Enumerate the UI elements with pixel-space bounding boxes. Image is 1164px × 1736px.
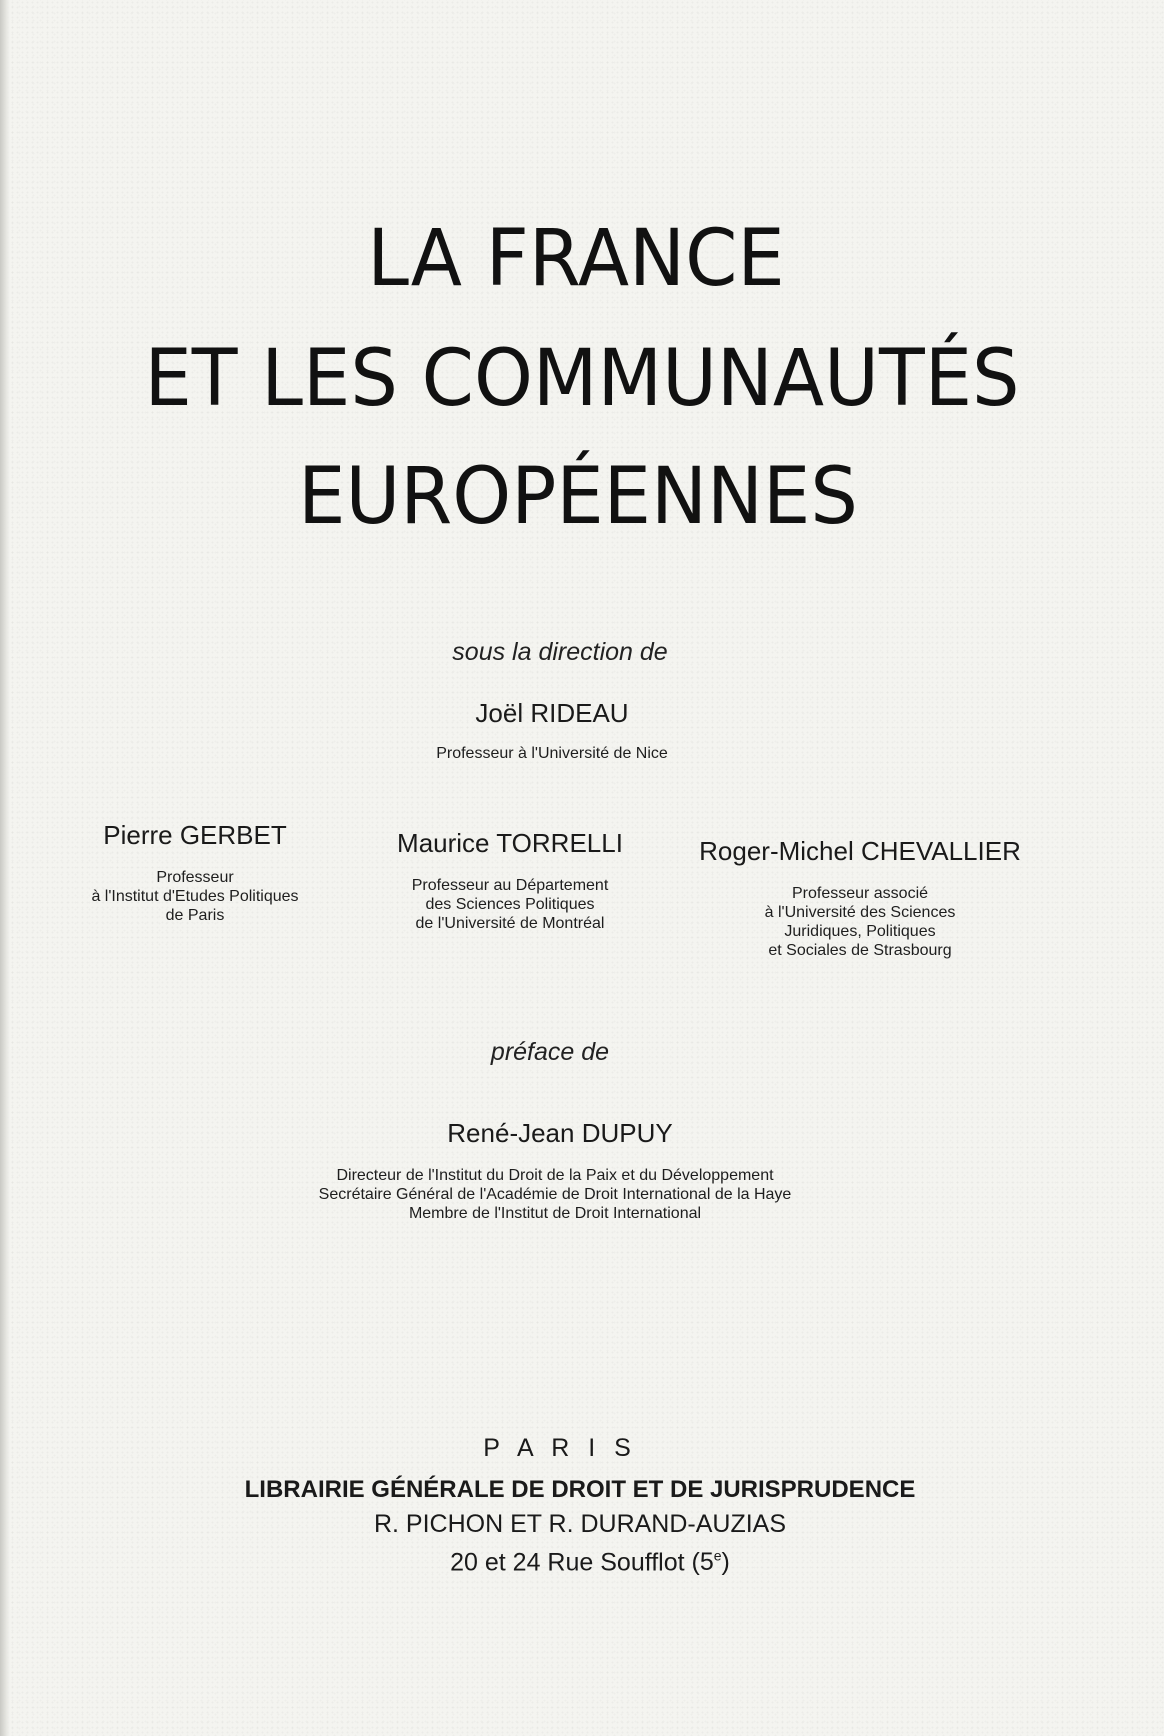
coauthor-2-affiliation-line: des Sciences Politiques <box>425 896 595 913</box>
coauthor-1-affiliation-line: de Paris <box>165 907 225 924</box>
title-line-2: ET LES COMMUNAUTÉS <box>144 334 1020 424</box>
coauthor-2-affiliation <box>360 876 660 933</box>
preface-intro: préface de <box>490 1038 610 1066</box>
preface-author-name: René-Jean DUPUY <box>447 1118 673 1148</box>
coauthor-3-name: Roger-Michel CHEVALLIER <box>699 836 1021 866</box>
publisher-address-line <box>290 1548 890 1577</box>
coauthor-1-affiliation <box>55 868 335 925</box>
coauthor-3-affiliation-line: à l'Université des Sciences <box>764 904 956 921</box>
publisher-owners: R. PICHON ET R. DURAND-AUZIAS <box>373 1510 787 1538</box>
coauthor-1-name: Pierre GERBET <box>103 820 287 850</box>
coauthor-3-affiliation-line: Professeur associé <box>791 885 929 902</box>
publisher-name: LIBRAIRIE GÉNÉRALE DE DROIT ET DE JURISPRUDENCE <box>244 1476 916 1503</box>
preface-affiliation-line: Directeur de l'Institut du Droit de la Paix et du Développement <box>336 1167 774 1184</box>
coauthor-2-name: Maurice TORRELLI <box>397 828 623 858</box>
coauthor-2-affiliation-line: de l'Université de Montréal <box>415 915 605 932</box>
coauthor-1-affiliation-line: Professeur <box>156 869 234 886</box>
preface-affiliation-line: Membre de l'Institut de Droit International <box>408 1205 702 1222</box>
preface-affiliation-line: Secrétaire Général de l'Académie de Droit International de la Haye <box>318 1186 792 1203</box>
title-line-1: LA FRANCE <box>367 214 785 304</box>
coauthor-1-affiliation-line: à l'Institut d'Etudes Politiques <box>91 888 299 905</box>
title-line-3: EUROPÉENNES <box>298 452 858 542</box>
preface-affiliation <box>230 1166 880 1223</box>
direction-intro: sous la direction de <box>452 638 668 666</box>
page-edge <box>0 0 10 1736</box>
publisher-city: P A R I S <box>483 1434 637 1462</box>
coauthor-3-affiliation-line: Juridiques, Politiques <box>784 923 936 940</box>
publisher-address: 20 et 24 Rue Soufflot <box>450 1548 685 1577</box>
coauthor-2-affiliation-line: Professeur au Département <box>411 877 609 894</box>
director-name: Joël RIDEAU <box>475 698 629 728</box>
director-affiliation: Professeur à l'Université de Nice <box>436 745 668 762</box>
coauthor-3-affiliation <box>710 884 1010 960</box>
publisher-arrondissement: (5e) <box>691 1548 730 1577</box>
coauthor-3-affiliation-line: et Sociales de Strasbourg <box>768 942 952 959</box>
